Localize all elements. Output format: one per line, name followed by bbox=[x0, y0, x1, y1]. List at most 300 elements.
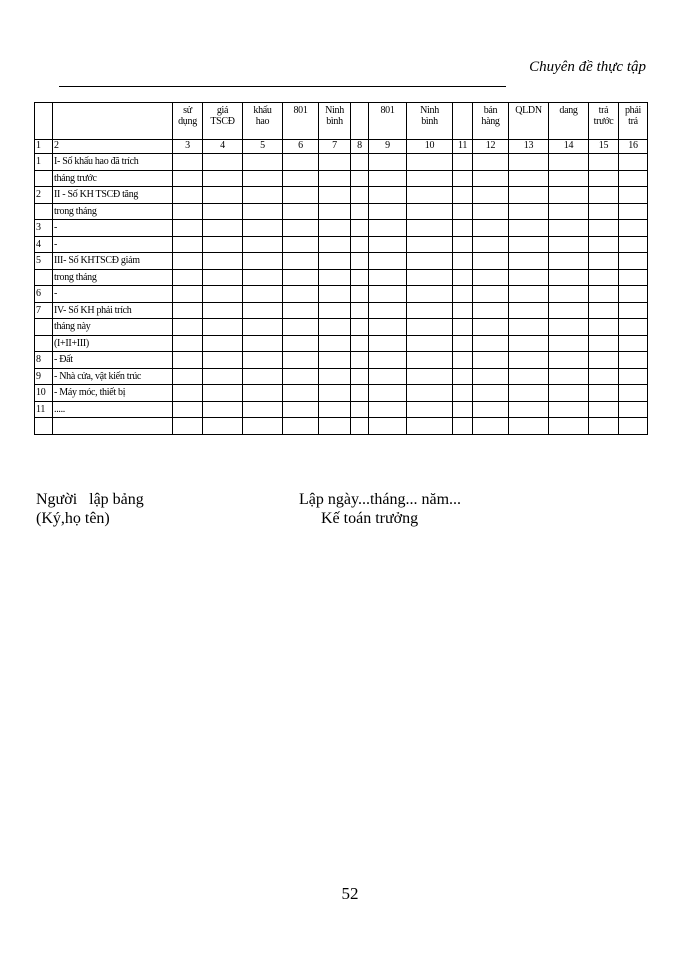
table-cell bbox=[173, 220, 203, 237]
table-cell bbox=[369, 401, 407, 418]
table-row bbox=[35, 253, 648, 270]
row-index-cell bbox=[35, 170, 53, 187]
column-number-3: 3 bbox=[173, 140, 203, 154]
table-cell bbox=[283, 368, 319, 385]
table-cell bbox=[619, 154, 648, 171]
table-cell bbox=[407, 286, 453, 303]
table-cell bbox=[369, 418, 407, 435]
table-cell bbox=[407, 170, 453, 187]
page-number: 52 bbox=[341, 884, 359, 903]
column-number-11: 11 bbox=[453, 140, 473, 154]
row-index-cell: 8 bbox=[35, 352, 53, 369]
table-cell bbox=[243, 319, 283, 336]
table-cell bbox=[473, 236, 509, 253]
table-cell bbox=[351, 385, 369, 402]
table-cell bbox=[473, 220, 509, 237]
table-cell bbox=[283, 154, 319, 171]
table-cell bbox=[243, 352, 283, 369]
table-cell bbox=[589, 319, 619, 336]
table-cell bbox=[203, 253, 243, 270]
table-cell bbox=[351, 286, 369, 303]
table-cell bbox=[473, 319, 509, 336]
table-cell bbox=[407, 269, 453, 286]
table-cell bbox=[589, 187, 619, 204]
table-cell bbox=[619, 286, 648, 303]
table-row bbox=[35, 368, 648, 385]
table-cell bbox=[173, 170, 203, 187]
table-cell bbox=[243, 286, 283, 303]
column-header-8 bbox=[351, 103, 369, 140]
table-cell bbox=[283, 269, 319, 286]
column-number-16: 16 bbox=[619, 140, 648, 154]
table-cell bbox=[407, 236, 453, 253]
header-rule bbox=[59, 86, 506, 87]
column-number-12: 12 bbox=[473, 140, 509, 154]
table-cell bbox=[473, 352, 509, 369]
table-cell bbox=[369, 335, 407, 352]
table-cell bbox=[243, 170, 283, 187]
table-cell bbox=[549, 187, 589, 204]
table-cell bbox=[203, 418, 243, 435]
table-cell bbox=[453, 352, 473, 369]
preparer-subtitle: (Ký,họ tên) bbox=[36, 510, 110, 527]
table-cell bbox=[453, 302, 473, 319]
column-number-4: 4 bbox=[203, 140, 243, 154]
table-cell bbox=[473, 335, 509, 352]
table-cell bbox=[319, 319, 351, 336]
table-cell bbox=[509, 302, 549, 319]
table-cell bbox=[509, 269, 549, 286]
table-cell bbox=[351, 302, 369, 319]
table-cell bbox=[509, 236, 549, 253]
table-cell bbox=[319, 236, 351, 253]
table-cell bbox=[589, 352, 619, 369]
row-index-cell bbox=[35, 203, 53, 220]
table-cell bbox=[369, 154, 407, 171]
table-cell bbox=[203, 187, 243, 204]
table-cell bbox=[351, 154, 369, 171]
table-cell bbox=[509, 335, 549, 352]
table-cell bbox=[283, 170, 319, 187]
column-header-13: QLDN bbox=[509, 103, 549, 140]
table-cell bbox=[369, 269, 407, 286]
table-cell bbox=[203, 385, 243, 402]
table-cell bbox=[407, 352, 453, 369]
column-header-15: trả trước bbox=[589, 103, 619, 140]
table-cell bbox=[549, 352, 589, 369]
table-row bbox=[35, 154, 648, 171]
table-cell bbox=[369, 385, 407, 402]
preparer-signature-block bbox=[36, 490, 144, 528]
table-cell bbox=[453, 418, 473, 435]
table-cell bbox=[351, 335, 369, 352]
table-cell bbox=[619, 352, 648, 369]
table-cell bbox=[509, 352, 549, 369]
table-cell bbox=[549, 368, 589, 385]
table-cell bbox=[619, 302, 648, 319]
table-cell bbox=[407, 385, 453, 402]
table-cell bbox=[453, 269, 473, 286]
table-cell bbox=[473, 401, 509, 418]
table-row bbox=[35, 236, 648, 253]
table-cell bbox=[351, 187, 369, 204]
column-number-7: 7 bbox=[319, 140, 351, 154]
table-cell bbox=[283, 335, 319, 352]
table-row bbox=[35, 203, 648, 220]
table-row bbox=[35, 170, 648, 187]
table-cell bbox=[509, 418, 549, 435]
column-header-2 bbox=[53, 103, 173, 140]
table-cell bbox=[351, 269, 369, 286]
table-row bbox=[35, 286, 648, 303]
table-cell bbox=[243, 269, 283, 286]
column-header-16: phải trả bbox=[619, 103, 648, 140]
table-cell bbox=[173, 203, 203, 220]
row-label-cell: - bbox=[53, 286, 173, 303]
table-cell bbox=[407, 187, 453, 204]
table-cell bbox=[589, 335, 619, 352]
row-label-cell: - bbox=[53, 236, 173, 253]
table-cell bbox=[283, 352, 319, 369]
row-label-cell: (I+II+III) bbox=[53, 335, 173, 352]
table-cell bbox=[619, 385, 648, 402]
table-cell bbox=[473, 154, 509, 171]
table-cell bbox=[351, 220, 369, 237]
table-cell bbox=[619, 401, 648, 418]
table-cell bbox=[369, 302, 407, 319]
table-cell bbox=[243, 335, 283, 352]
table-cell bbox=[243, 385, 283, 402]
column-header-4: giá TSCĐ bbox=[203, 103, 243, 140]
table-cell bbox=[369, 220, 407, 237]
table-cell bbox=[619, 253, 648, 270]
column-number-13: 13 bbox=[509, 140, 549, 154]
table-cell bbox=[283, 385, 319, 402]
table-cell bbox=[453, 236, 473, 253]
table-cell bbox=[351, 203, 369, 220]
table-cell bbox=[473, 187, 509, 204]
row-label-cell: - Máy móc, thiết bị bbox=[53, 385, 173, 402]
table-cell bbox=[369, 170, 407, 187]
column-number-2: 2 bbox=[53, 140, 173, 154]
table-cell bbox=[319, 302, 351, 319]
table-cell bbox=[173, 154, 203, 171]
table-cell bbox=[173, 418, 203, 435]
table-cell bbox=[173, 236, 203, 253]
table-cell bbox=[369, 236, 407, 253]
table-cell bbox=[549, 401, 589, 418]
table-cell bbox=[509, 385, 549, 402]
table-cell bbox=[203, 269, 243, 286]
table-row bbox=[35, 335, 648, 352]
table-cell bbox=[283, 187, 319, 204]
table-cell bbox=[369, 368, 407, 385]
depreciation-table-container bbox=[34, 102, 648, 435]
row-label-cell bbox=[53, 418, 173, 435]
table-cell bbox=[509, 253, 549, 270]
table-cell bbox=[407, 368, 453, 385]
table-cell bbox=[549, 335, 589, 352]
table-cell bbox=[369, 203, 407, 220]
column-number-1: 1 bbox=[35, 140, 53, 154]
table-cell bbox=[203, 352, 243, 369]
table-row bbox=[35, 220, 648, 237]
column-header-3: sử dụng bbox=[173, 103, 203, 140]
table-cell bbox=[319, 203, 351, 220]
table-cell bbox=[319, 286, 351, 303]
table-cell bbox=[203, 220, 243, 237]
table-row bbox=[35, 302, 648, 319]
table-cell bbox=[407, 203, 453, 220]
depreciation-table bbox=[34, 102, 648, 435]
table-cell bbox=[351, 319, 369, 336]
table-cell bbox=[243, 401, 283, 418]
table-cell bbox=[243, 187, 283, 204]
document-header-title: Chuyên đề thực tập bbox=[529, 59, 646, 75]
table-cell bbox=[549, 418, 589, 435]
column-header-5: khấu hao bbox=[243, 103, 283, 140]
row-label-cell: tháng trước bbox=[53, 170, 173, 187]
table-cell bbox=[283, 203, 319, 220]
table-cell bbox=[619, 170, 648, 187]
table-cell bbox=[369, 187, 407, 204]
table-cell bbox=[203, 302, 243, 319]
table-cell bbox=[453, 187, 473, 204]
table-row bbox=[35, 401, 648, 418]
table-cell bbox=[407, 319, 453, 336]
table-cell bbox=[509, 187, 549, 204]
row-index-cell: 11 bbox=[35, 401, 53, 418]
table-cell bbox=[549, 385, 589, 402]
table-cell bbox=[619, 368, 648, 385]
table-cell bbox=[619, 269, 648, 286]
chief-accountant-title: Kế toán trưởng bbox=[321, 510, 419, 527]
column-number-15: 15 bbox=[589, 140, 619, 154]
column-header-11 bbox=[453, 103, 473, 140]
table-cell bbox=[203, 401, 243, 418]
accountant-signature-block bbox=[299, 490, 461, 528]
table-cell bbox=[549, 319, 589, 336]
column-header-1 bbox=[35, 103, 53, 140]
preparer-title: Người lập bảng bbox=[36, 491, 144, 508]
table-cell bbox=[509, 203, 549, 220]
row-label-cell: - bbox=[53, 220, 173, 237]
table-cell bbox=[319, 368, 351, 385]
table-cell bbox=[203, 368, 243, 385]
table-cell bbox=[589, 286, 619, 303]
table-cell bbox=[319, 253, 351, 270]
row-label-cell: IV- Số KH phải trích bbox=[53, 302, 173, 319]
table-cell bbox=[453, 203, 473, 220]
table-cell bbox=[509, 286, 549, 303]
table-cell bbox=[549, 154, 589, 171]
row-label-cell: - Nhà cửa, vật kiến trúc bbox=[53, 368, 173, 385]
table-cell bbox=[509, 319, 549, 336]
row-label-cell: III- Số KHTSCĐ giảm bbox=[53, 253, 173, 270]
table-row bbox=[35, 269, 648, 286]
row-index-cell bbox=[35, 269, 53, 286]
table-cell bbox=[407, 418, 453, 435]
table-cell bbox=[173, 187, 203, 204]
row-index-cell: 2 bbox=[35, 187, 53, 204]
table-cell bbox=[453, 220, 473, 237]
table-cell bbox=[243, 368, 283, 385]
table-cell bbox=[473, 286, 509, 303]
table-cell bbox=[369, 253, 407, 270]
table-cell bbox=[243, 154, 283, 171]
table-cell bbox=[203, 286, 243, 303]
table-cell bbox=[407, 302, 453, 319]
table-cell bbox=[509, 220, 549, 237]
table-cell bbox=[453, 368, 473, 385]
table-row bbox=[35, 319, 648, 336]
table-row bbox=[35, 187, 648, 204]
table-cell bbox=[173, 368, 203, 385]
table-cell bbox=[589, 253, 619, 270]
table-cell bbox=[283, 220, 319, 237]
table-cell bbox=[283, 319, 319, 336]
row-index-cell: 6 bbox=[35, 286, 53, 303]
table-cell bbox=[173, 401, 203, 418]
table-cell bbox=[453, 319, 473, 336]
table-cell bbox=[453, 170, 473, 187]
row-label-cell: trong tháng bbox=[53, 203, 173, 220]
row-index-cell: 4 bbox=[35, 236, 53, 253]
table-cell bbox=[589, 154, 619, 171]
table-cell bbox=[319, 401, 351, 418]
table-cell bbox=[369, 286, 407, 303]
table-cell bbox=[351, 368, 369, 385]
table-cell bbox=[453, 335, 473, 352]
table-cell bbox=[549, 286, 589, 303]
table-cell bbox=[589, 236, 619, 253]
table-cell bbox=[243, 220, 283, 237]
row-index-cell: 3 bbox=[35, 220, 53, 237]
table-cell bbox=[369, 352, 407, 369]
table-cell bbox=[243, 236, 283, 253]
row-index-cell: 10 bbox=[35, 385, 53, 402]
table-cell bbox=[351, 352, 369, 369]
table-cell bbox=[549, 170, 589, 187]
table-cell bbox=[589, 368, 619, 385]
table-cell bbox=[283, 286, 319, 303]
table-cell bbox=[549, 269, 589, 286]
table-cell bbox=[351, 170, 369, 187]
table-cell bbox=[283, 302, 319, 319]
table-cell bbox=[351, 236, 369, 253]
table-cell bbox=[283, 236, 319, 253]
column-header-7: Ninh bình bbox=[319, 103, 351, 140]
table-cell bbox=[283, 401, 319, 418]
column-header-12: bán hàng bbox=[473, 103, 509, 140]
table-cell bbox=[319, 352, 351, 369]
column-number-14: 14 bbox=[549, 140, 589, 154]
table-cell bbox=[473, 203, 509, 220]
column-number-8: 8 bbox=[351, 140, 369, 154]
row-label-cell: trong tháng bbox=[53, 269, 173, 286]
table-cell bbox=[407, 335, 453, 352]
table-cell bbox=[173, 319, 203, 336]
table-cell bbox=[203, 335, 243, 352]
column-header-10: Ninh bình bbox=[407, 103, 453, 140]
table-cell bbox=[243, 253, 283, 270]
table-cell bbox=[509, 170, 549, 187]
row-label-cell: tháng này bbox=[53, 319, 173, 336]
table-cell bbox=[549, 236, 589, 253]
table-cell bbox=[589, 401, 619, 418]
table-cell bbox=[473, 302, 509, 319]
table-cell bbox=[203, 236, 243, 253]
table-cell bbox=[619, 203, 648, 220]
row-index-cell: 7 bbox=[35, 302, 53, 319]
column-number-9: 9 bbox=[369, 140, 407, 154]
table-cell bbox=[283, 253, 319, 270]
table-cell bbox=[407, 220, 453, 237]
table-cell bbox=[473, 269, 509, 286]
row-label-cell: I- Số khấu hao đã trích bbox=[53, 154, 173, 171]
row-label-cell: ..... bbox=[53, 401, 173, 418]
table-cell bbox=[319, 385, 351, 402]
table-cell bbox=[173, 352, 203, 369]
table-cell bbox=[351, 253, 369, 270]
table-cell bbox=[509, 154, 549, 171]
table-cell bbox=[319, 335, 351, 352]
table-row bbox=[35, 352, 648, 369]
table-cell bbox=[619, 335, 648, 352]
row-index-cell bbox=[35, 335, 53, 352]
table-cell bbox=[509, 368, 549, 385]
table-cell bbox=[173, 302, 203, 319]
table-cell bbox=[473, 385, 509, 402]
table-cell bbox=[549, 253, 589, 270]
row-label-cell: II - Số KH TSCĐ tăng bbox=[53, 187, 173, 204]
table-cell bbox=[407, 253, 453, 270]
table-cell bbox=[589, 170, 619, 187]
table-cell bbox=[549, 220, 589, 237]
table-cell bbox=[453, 286, 473, 303]
row-index-cell bbox=[35, 418, 53, 435]
table-cell bbox=[203, 203, 243, 220]
table-cell bbox=[283, 418, 319, 435]
table-cell bbox=[473, 170, 509, 187]
table-cell bbox=[351, 418, 369, 435]
table-cell bbox=[589, 269, 619, 286]
table-cell bbox=[509, 401, 549, 418]
table-cell bbox=[203, 319, 243, 336]
table-cell bbox=[589, 418, 619, 435]
table-cell bbox=[243, 203, 283, 220]
table-cell bbox=[203, 154, 243, 171]
column-header-9: 801 bbox=[369, 103, 407, 140]
column-number-row bbox=[35, 140, 648, 154]
table-cell bbox=[319, 170, 351, 187]
table-cell bbox=[549, 302, 589, 319]
table-cell bbox=[589, 302, 619, 319]
column-number-5: 5 bbox=[243, 140, 283, 154]
row-label-cell: - Đất bbox=[53, 352, 173, 369]
table-row bbox=[35, 418, 648, 435]
table-cell bbox=[369, 319, 407, 336]
table-cell bbox=[619, 418, 648, 435]
table-cell bbox=[453, 154, 473, 171]
table-cell bbox=[173, 335, 203, 352]
table-cell bbox=[407, 401, 453, 418]
table-cell bbox=[619, 236, 648, 253]
table-cell bbox=[351, 401, 369, 418]
table-cell bbox=[319, 220, 351, 237]
table-cell bbox=[319, 154, 351, 171]
row-index-cell: 1 bbox=[35, 154, 53, 171]
